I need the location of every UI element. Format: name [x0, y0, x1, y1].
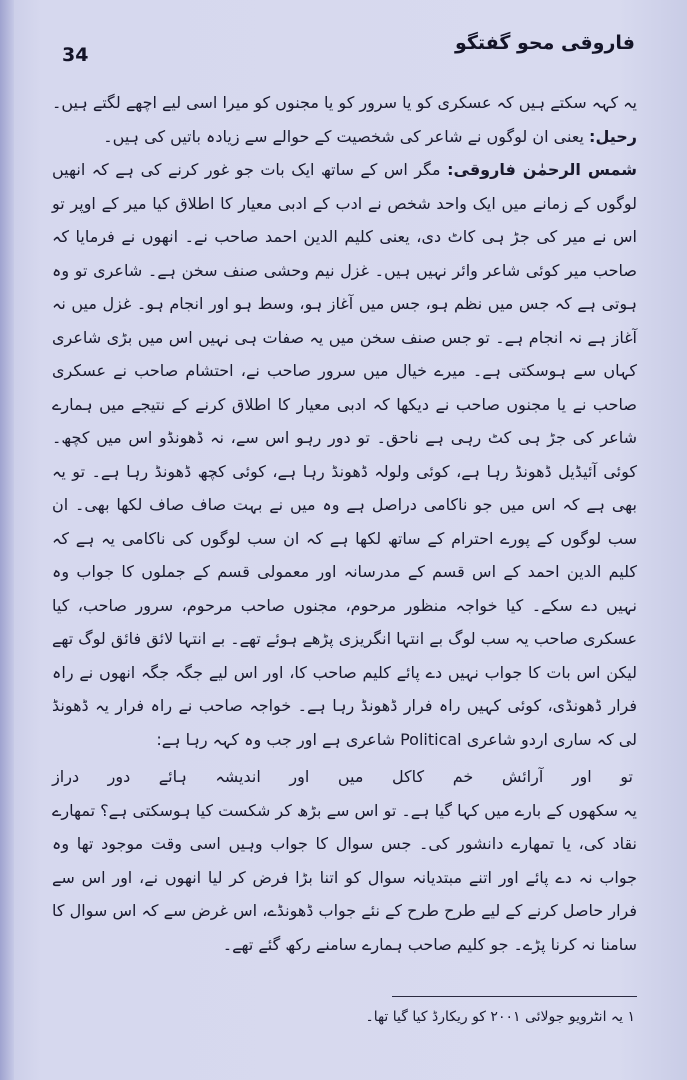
verse-word: اندیشہ — [215, 767, 261, 786]
paragraph-4: یہ سکھوں کے بارے میں کہا گیا ہے۔ تو اس سے بڑھ کر شکست کیا ہوسکتی ہے؟ تمھارے نقاد کی، یا تمھارے دانشور کی۔ جس سوال کا جواب وہیں اسی وقت موجود تھا وہ جواب نہ دے پائے اور اتنے مبتدیانہ سوال کو اتنا بڑا فرض کر لیا انھوں نے، اور اس سے فرار حاصل کرنے کے لیے طرح طرح کے نئے جواب ڈھونڈے، اس غرض سے کہ اس سوال کا سامنا نہ کرنا پڑے۔ جو کلیم صاحب ہمارے سامنے رکھ گئے تھے۔ — [52, 800, 637, 954]
paragraph-1: یہ کہہ سکتے ہیں کہ عسکری کو یا سرور کو یا مجنوں کو میرا اسی لیے اچھے لگتے ہیں۔ — [52, 93, 637, 112]
verse-word: دور — [107, 767, 131, 786]
paragraph-2-text: یعنی ان لوگوں نے شاعر کی شخصیت کے حوالے سے زیادہ باتیں کی ہیں۔ — [103, 126, 584, 146]
page-number: 34 — [62, 44, 89, 66]
speaker-label-raheel: رحیل: — [589, 126, 637, 146]
speaker-label-faruqi: شمس الرحمٰن فاروقی: — [447, 160, 637, 179]
verse-word: دراز — [52, 767, 80, 786]
verse-word: اور — [289, 767, 310, 786]
verse-line — [52, 760, 637, 794]
verse-word: آرائش — [501, 767, 544, 786]
verse-word: میں — [337, 767, 364, 786]
paragraph-2 — [52, 120, 637, 154]
verse-word: کاکل — [391, 767, 425, 786]
body-text — [52, 86, 637, 961]
footnote-divider — [392, 996, 637, 997]
page-spine-shadow — [0, 0, 14, 1080]
verse-word: ہائے — [158, 767, 187, 786]
paragraph-3-text: مگر اس کے ساتھ ایک بات جو غور کرنے کی ہے کہ انھیں لوگوں کے زمانے میں ایک واحد شخص نے ادب کے ادبی معیار کا اطلاق کیا میر کے اوپر تو اس نے میر کی جڑ ہی کاٹ دی، یعنی کلیم الدین احمد صاحب نے۔ انھوں نے فرمایا کہ صاحب میر کوئی شاعر وائر نہیں ہیں۔ غزل نیم وحشی صنف سخن ہے۔ شاعری تو وہ ہوتی ہے کہ جس میں نظم ہو، جس میں آغاز ہو، وسط ہو اور انجام ہو۔ غزل میں نہ آغاز ہے نہ انجام ہے۔ تو جس صنف سخن میں یہ صفات ہی نہیں اس میں بڑی شاعری کہاں سے ہوسکتی ہے۔ میرے خیال میں سرور صاحب نے، احتشام صاحب نے عسکری صاحب نے یا مجنوں صاحب نے دیکھا کہ ادبی معیار کا اطلاق کرنے کے نتیجے میں ہمارے شاعر کی جڑ ہی کٹ رہی ہے ناحق۔ تو دور رہو اس سے، نہ ڈھونڈو اس میں کچھ۔ کوئی آئیڈیل ڈھونڈ رہا ہے، کوئی ولولہ ڈھونڈ رہا ہے، کوئی کچھ ڈھونڈ رہا ہے۔ تو یہ بھی ہے کہ اس میں جو ناکامی دراصل ہے وہ میں نے بہت صاف صاف لکھا بھی۔ ان سب لوگوں کے پورے احترام کے ساتھ لکھا ہے کہ ان سب لوگوں کی ناکامی یہ ہے کہ کلیم الدین احمد کے اس قسم کے مدرسانہ اور معمولی قسم کے جملوں کا جواب وہ نہیں دے سکے۔ کیا خواجہ منظور مرحوم، مجنوں صاحب مرحوم، سرور صاحب، کیا عسکری صاحب یہ سب لوگ بے انتہا انگریزی پڑھے ہوئے تھے۔ بے انتہا لائق فائق لوگ تھے لیکن اس بات کا جواب نہیں دے پائے کلیم صاحب کا، اور اس لیے جگہ جگہ انھوں نے راہ فرار ڈھونڈی، کوئی کہیں راہ فرار ڈھونڈ رہا ہے۔ خواجہ صاحب نے راہ فرار یہ ڈھونڈ لی کہ ساری اردو شاعری Political شاعری ہے اور جب وہ کہہ رہا ہے: — [52, 160, 637, 749]
verse-word: خم — [452, 767, 474, 786]
running-header-title: فاروقی محو گفتگو — [454, 32, 635, 54]
footnote: ۱ یہ انٹرویو جولائی ۲۰۰۱ کو ریکارڈ کیا گیا تھا۔ — [365, 1009, 635, 1025]
verse-word: اور — [571, 767, 592, 786]
verse-word: تو — [620, 767, 633, 786]
paragraph-3 — [52, 153, 637, 756]
